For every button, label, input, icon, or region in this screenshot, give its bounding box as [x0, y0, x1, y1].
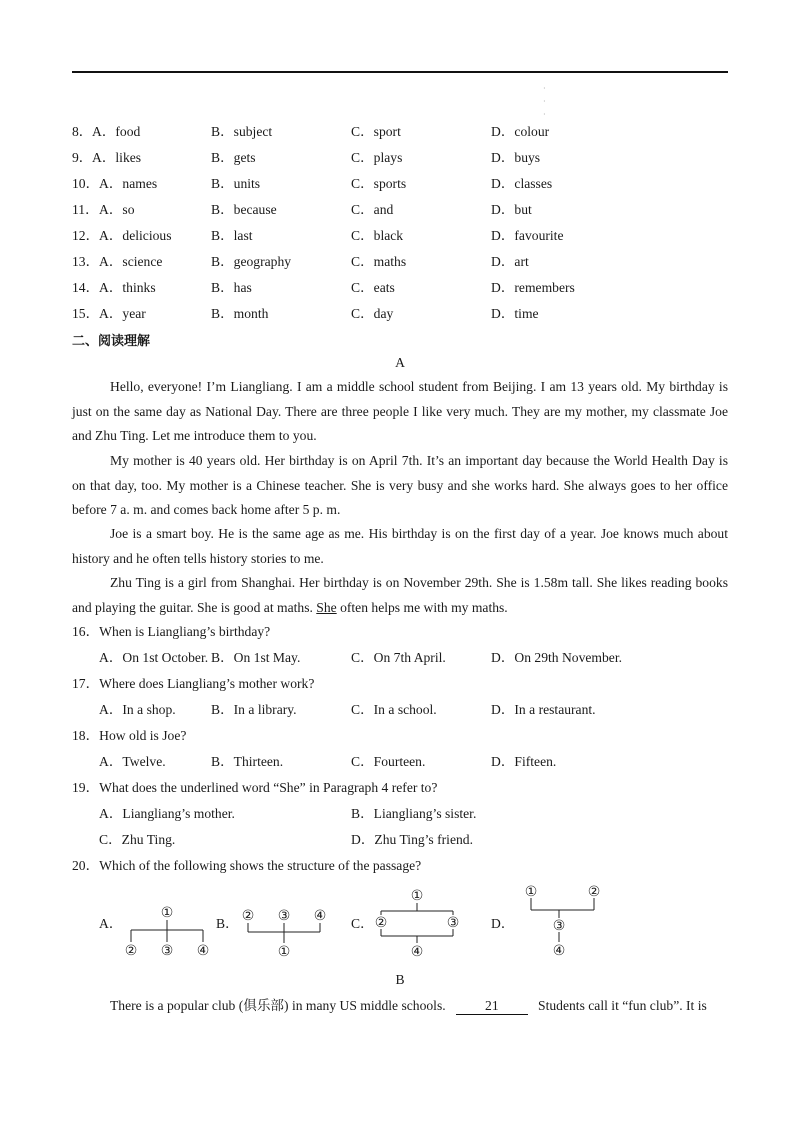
question-20: 20．Which of the following shows the structure of the passage? — [72, 858, 422, 873]
diagram-d-node-4: ④ — [552, 943, 566, 959]
option-b[interactable]: B．month — [211, 306, 269, 321]
q19-option-b[interactable]: B．Liangliang’s sister. — [351, 806, 477, 821]
diagram-a-node-3: ③ — [160, 943, 174, 959]
question-number: 10． — [72, 176, 100, 191]
diagram-b-node-3: ③ — [277, 908, 291, 924]
diagram-b-node-2: ② — [241, 908, 255, 924]
diagram-d-node-3: ③ — [552, 918, 566, 934]
option-d[interactable]: D．but — [491, 202, 532, 217]
option-a[interactable]: A．so — [99, 202, 135, 217]
diagram-c-node-4: ④ — [410, 944, 424, 960]
diagram-c-node-2: ② — [374, 915, 388, 931]
q18-option-a[interactable]: A．Twelve. — [99, 754, 166, 769]
option-d[interactable]: D．remembers — [491, 280, 575, 295]
q17-option-b[interactable]: B．In a library. — [211, 702, 297, 717]
question-number: 12． — [72, 228, 100, 243]
question-number: 14． — [72, 280, 100, 295]
option-b[interactable]: B．geography — [211, 254, 292, 269]
option-c[interactable]: C．day — [351, 306, 394, 321]
option-c[interactable]: C．eats — [351, 280, 395, 295]
q20-option-b-label[interactable]: B． — [216, 916, 239, 931]
option-b[interactable]: B．gets — [211, 150, 256, 165]
question-16: 16．When is Liangliang’s birthday? — [72, 624, 271, 639]
q17-option-a[interactable]: A．In a shop. — [99, 702, 176, 717]
underlined-she: She — [316, 599, 337, 615]
option-b[interactable]: B．has — [211, 280, 252, 295]
passage-a-paragraph-1: Hello, everyone! I’m Liangliang. I am a middle school student from Beijing. I am 13 years old. My birthday is just on the same day as National Day. There are three people I like very much. They are my mother, my classmate Joe and Zhu Ting. Let me introduce them to you. — [72, 379, 728, 443]
option-c[interactable]: C．black — [351, 228, 404, 243]
question-number: 15． — [72, 306, 100, 321]
diagram-b-node-4: ④ — [313, 908, 327, 924]
q18-option-b[interactable]: B．Thirteen. — [211, 754, 284, 769]
q19-option-d[interactable]: D．Zhu Ting’s friend. — [351, 832, 473, 847]
option-a[interactable]: A．delicious — [99, 228, 172, 243]
option-b[interactable]: B．because — [211, 202, 277, 217]
diagram-c-node-3: ③ — [446, 915, 460, 931]
q19-option-a[interactable]: A．Liangliang’s mother. — [99, 806, 235, 821]
option-a[interactable]: A．food — [92, 124, 141, 139]
option-c[interactable]: C．and — [351, 202, 394, 217]
option-a[interactable]: A．science — [99, 254, 163, 269]
q19-option-c[interactable]: C．Zhu Ting. — [99, 832, 176, 847]
option-c[interactable]: C．sports — [351, 176, 407, 191]
blank-21[interactable]: 21 — [456, 998, 528, 1015]
option-d[interactable]: D．colour — [491, 124, 550, 139]
margin-marks: · · · — [543, 84, 546, 119]
q18-option-c[interactable]: C．Fourteen. — [351, 754, 426, 769]
passage-a-paragraph-3: Joe is a smart boy. He is the same age as me. His birthday is on the first day of a year. Joe knows much about history and he often tells history stories to me. — [72, 526, 728, 566]
q17-option-d[interactable]: D．In a restaurant. — [491, 702, 596, 717]
section-title: 二、阅读理解 — [72, 334, 151, 349]
q16-option-d[interactable]: D．On 29th November. — [491, 650, 623, 665]
question-17: 17．Where does Liangliang’s mother work? — [72, 676, 315, 691]
option-d[interactable]: D．buys — [491, 150, 541, 165]
option-d[interactable]: D．classes — [491, 176, 553, 191]
question-19: 19．What does the underlined word “She” in Paragraph 4 refer to? — [72, 780, 438, 795]
option-b[interactable]: B．units — [211, 176, 261, 191]
diagram-a-node-4: ④ — [196, 943, 210, 959]
question-number: 11． — [72, 202, 99, 217]
passage-b-label: B — [395, 972, 405, 987]
q16-option-c[interactable]: C．On 7th April. — [351, 650, 446, 665]
diagram-d-node-1: ① — [524, 884, 538, 900]
q20-option-d-label[interactable]: D． — [491, 916, 515, 931]
q20-option-a-label[interactable]: A． — [99, 916, 123, 931]
question-number: 13． — [72, 254, 100, 269]
passage-b-line-1: There is a popular club (俱乐部) in many US middle schools. 21 Students call it “fun club”. It is — [110, 998, 707, 1013]
header-rule — [72, 71, 728, 73]
option-a[interactable]: A．year — [99, 306, 146, 321]
passage-a-label: A — [395, 355, 405, 370]
option-d[interactable]: D．art — [491, 254, 529, 269]
question-18: 18．How old is Joe? — [72, 728, 187, 743]
q16-option-a[interactable]: A．On 1st October. — [99, 650, 209, 665]
q16-option-b[interactable]: B．On 1st May. — [211, 650, 301, 665]
diagram-b-node-1: ① — [277, 944, 291, 960]
option-d[interactable]: D．favourite — [491, 228, 564, 243]
q20-option-c-label[interactable]: C． — [351, 916, 374, 931]
diagram-a-node-2: ② — [124, 943, 138, 959]
passage-a-paragraph-2: My mother is 40 years old. Her birthday is on April 7th. It’s an important day because the World Health Day is on that day, too. My mother is a Chinese teacher. She is very busy and she works hard. She always goes to her office before 7 a. m. and comes back home after 5 p. m. — [72, 453, 728, 517]
structure-diagrams — [0, 880, 800, 970]
q17-option-c[interactable]: C．In a school. — [351, 702, 437, 717]
option-c[interactable]: C．plays — [351, 150, 403, 165]
diagram-c-node-1: ① — [410, 888, 424, 904]
question-number: 9． — [72, 150, 93, 165]
option-a[interactable]: A．names — [99, 176, 158, 191]
diagram-a-node-1: ① — [160, 905, 174, 921]
option-c[interactable]: C．sport — [351, 124, 401, 139]
option-c[interactable]: C．maths — [351, 254, 407, 269]
diagram-d-node-2: ② — [587, 884, 601, 900]
q18-option-d[interactable]: D．Fifteen. — [491, 754, 557, 769]
question-number: 8． — [72, 124, 93, 139]
passage-a-paragraph-4: Zhu Ting is a girl from Shanghai. Her birthday is on November 29th. She is 1.58m tall. She likes reading books and playing the guitar. She is good at maths. She often helps me with my maths. — [72, 575, 728, 615]
option-a[interactable]: A．likes — [92, 150, 142, 165]
option-b[interactable]: B．subject — [211, 124, 273, 139]
option-b[interactable]: B．last — [211, 228, 253, 243]
option-d[interactable]: D．time — [491, 306, 539, 321]
option-a[interactable]: A．thinks — [99, 280, 156, 295]
